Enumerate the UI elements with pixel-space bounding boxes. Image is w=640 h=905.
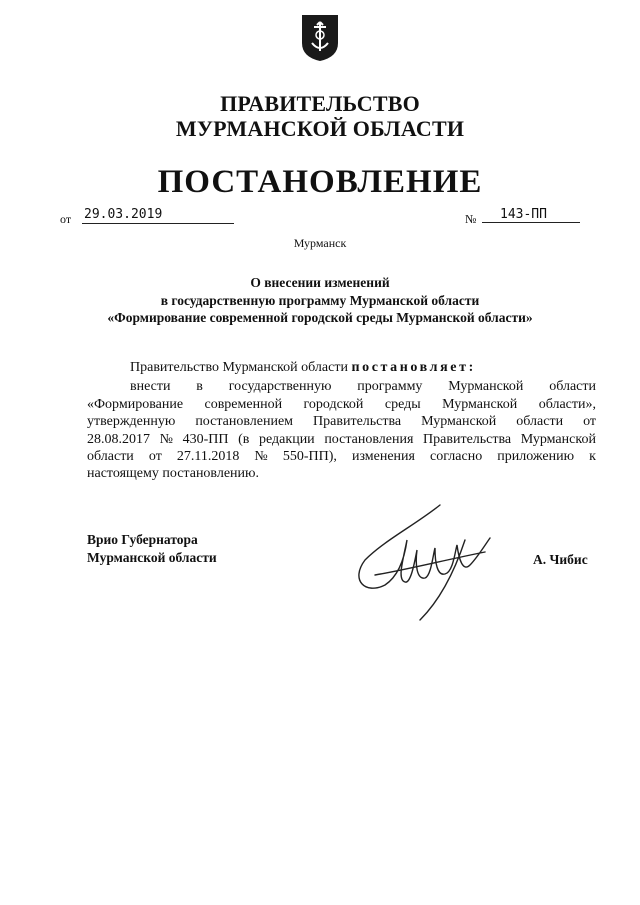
body-word: 27.11.2018 [176,449,240,464]
body-word: Мурманской [520,432,596,447]
city: Мурманск [293,236,347,250]
body-word: в [196,379,203,394]
body-word: «Формирование [87,397,184,412]
body-word: среды [384,397,421,412]
body-word: (в [238,432,250,447]
org-title-line-1: ПРАВИТЕЛЬСТВО [220,91,420,116]
body-line-5 [87,448,596,465]
body-word: согласно [430,449,483,464]
body-word: от [583,414,596,429]
body-line-4 [87,431,596,448]
body-line-3 [87,413,596,430]
body-word: 550-ПП), [282,449,337,464]
body-line-1 [130,378,596,395]
body-word: области [87,449,134,464]
subject-line-1: О внесении изменений [250,275,390,290]
body-word: приложению [497,449,575,464]
body-line-2 [87,396,596,413]
signer-name: А. Чибис [533,552,588,567]
body-word: 430-ПП [182,432,229,447]
org-title-line-2: МУРМАНСКОЙ ОБЛАСТИ [175,116,465,141]
body-word: № [159,432,173,447]
signer-title-line-2: Мурманской области [87,550,217,565]
body-word: редакции [259,432,315,447]
subject-line-2: в государственную программу Мурманской области [160,293,480,308]
document-type: ПОСТАНОВЛЕНИЕ [157,164,483,200]
body-word: программу [357,379,423,394]
body-word: городской [303,397,364,412]
body-word: внести [130,379,171,394]
resolve-line [130,359,476,376]
body-word: Правительства [423,432,512,447]
body-word: изменения [351,449,415,464]
body-word: от [148,449,162,464]
date-value: 29.03.2019 [82,207,234,224]
body-word: Мурманской [421,414,497,429]
body-word: № [254,449,268,464]
murmansk-coat-of-arms-icon [300,13,340,63]
body-word: государственную [228,379,332,394]
body-word: к [589,449,596,464]
body-line-6: настоящему постановлению. [87,466,259,481]
date-prefix: от [60,212,72,226]
handwritten-signature [345,500,495,625]
body-word: постановления [324,432,414,447]
body-word: 28.08.2017 [87,432,150,447]
body-word: Мурманской [448,379,524,394]
body-word: утвержденную [87,414,176,429]
body-word: области [549,379,596,394]
body-word: Правительства [313,414,402,429]
number-value: 143-ПП [482,207,580,223]
signer-title-line-1: Врио Губернатора [87,532,198,547]
subject-line-3: «Формирование современной городской среды Мурманской области» [107,310,533,325]
number-prefix: № [465,212,477,226]
resolve-word: постановляет: [351,360,476,375]
resolve-lead: Правительство Мурманской области [130,360,348,375]
body-word: Мурманской [442,397,518,412]
body-word: постановлением [195,414,294,429]
body-word: области [516,414,564,429]
body-word: современной [204,397,283,412]
body-word: области», [538,397,596,412]
